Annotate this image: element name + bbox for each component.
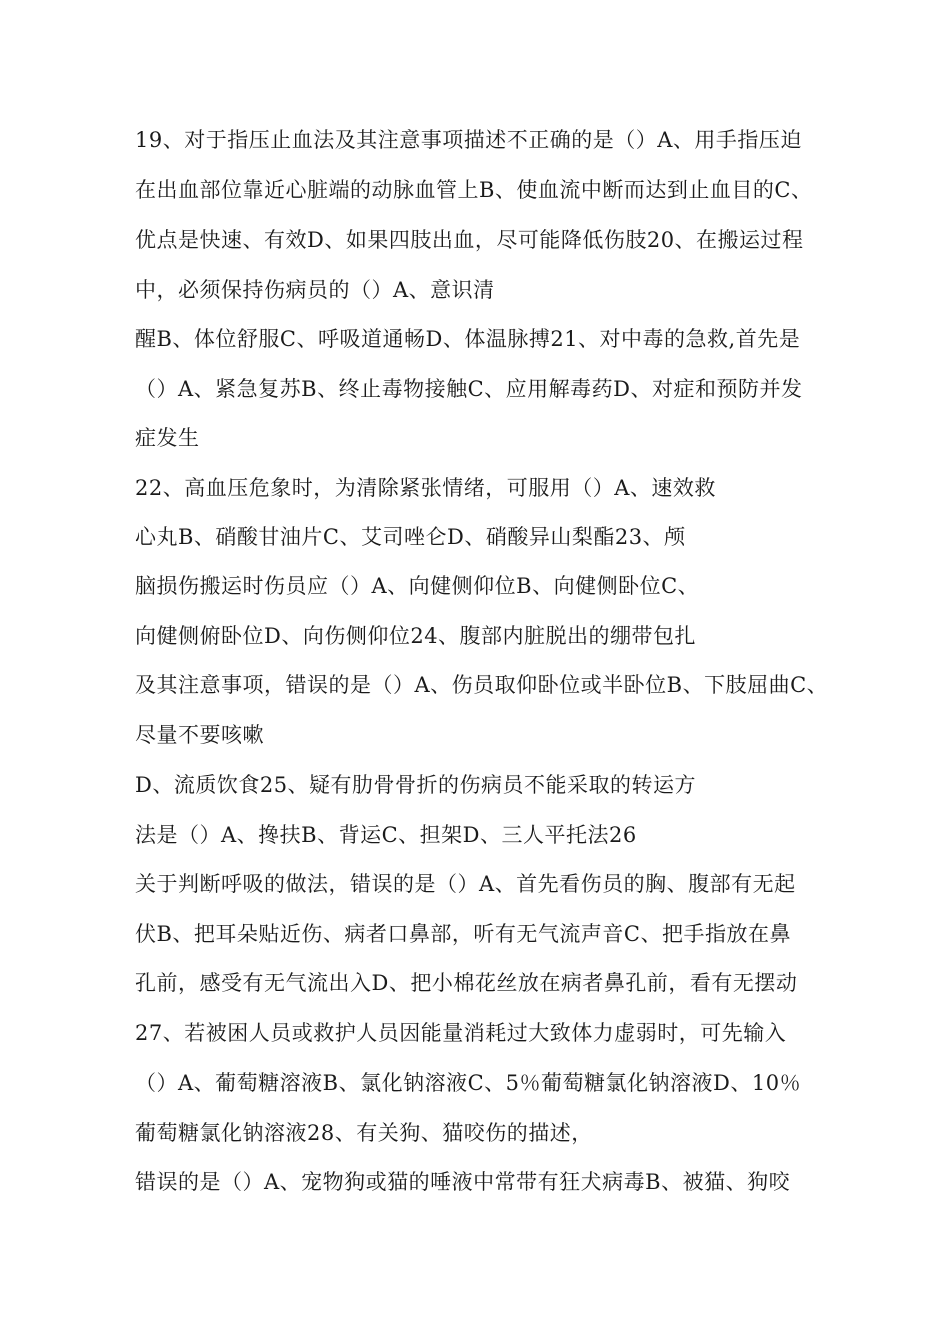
text-line: （）A、葡萄糖溶液B、氯化钠溶液C、5％葡萄糖氯化钠溶液D、10％ xyxy=(135,1071,802,1095)
text-line: 19、对于指压止血法及其注意事项描述不正确的是（）A、用手指压迫 xyxy=(135,128,802,152)
text-line: 醒B、体位舒服C、呼吸道通畅D、体温脉搏21、对中毒的急救,首先是 xyxy=(135,327,801,351)
text-line: 法是（）A、搀扶B、背运C、担架D、三人平托法26 xyxy=(135,823,637,847)
text-line: 症发生 xyxy=(135,426,200,450)
text-line: 葡萄糖氯化钠溶液28、有关狗、猫咬伤的描述， xyxy=(135,1121,593,1145)
text-line: 脑损伤搬运时伤员应（）A、向健侧仰位B、向健侧卧位C、 xyxy=(135,574,700,598)
text-line: 向健侧俯卧位D、向伤侧仰位24、腹部内脏脱出的绷带包扎 xyxy=(135,624,697,648)
text-line: 错误的是（）A、宠物狗或猫的唾液中常带有狂犬病毒B、被猫、狗咬 xyxy=(135,1170,791,1194)
text-line: 在出血部位靠近心脏端的动脉血管上B、使血流中断而达到止血目的C、 xyxy=(135,178,813,202)
text-line: 关于判断呼吸的做法，错误的是（）A、首先看伤员的胸、腹部有无起 xyxy=(135,872,796,896)
text-line: 尽量不要咳嗽 xyxy=(135,723,264,747)
text-line: 及其注意事项，错误的是（）A、伤员取仰卧位或半卧位B、下肢屈曲C、 xyxy=(135,673,829,697)
text-line: （）A、紧急复苏B、终止毒物接触C、应用解毒药D、对症和预防并发 xyxy=(135,377,803,401)
text-line: 22、高血压危象时，为清除紧张情绪，可服用（）A、速效救 xyxy=(135,476,716,500)
text-line: 优点是快速、有效D、如果四肢出血，尽可能降低伤肢20、在搬运过程 xyxy=(135,228,804,252)
text-line: D、流质饮食25、疑有肋骨骨折的伤病员不能采取的转运方 xyxy=(135,773,697,797)
text-line: 中，必须保持伤病员的（）A、意识清 xyxy=(135,278,495,302)
text-line: 27、若被困人员或救护人员因能量消耗过大致体力虚弱时，可先输入 xyxy=(135,1021,787,1045)
text-line: 伏B、把耳朵贴近伤、病者口鼻部，听有无气流声音C、把手指放在鼻 xyxy=(135,922,791,946)
text-line: 孔前，感受有无气流出入D、把小棉花丝放在病者鼻孔前，看有无摆动 xyxy=(135,971,798,995)
text-line: 心丸B、硝酸甘油片C、艾司唑仑D、硝酸异山梨酯23、颅 xyxy=(135,525,686,549)
